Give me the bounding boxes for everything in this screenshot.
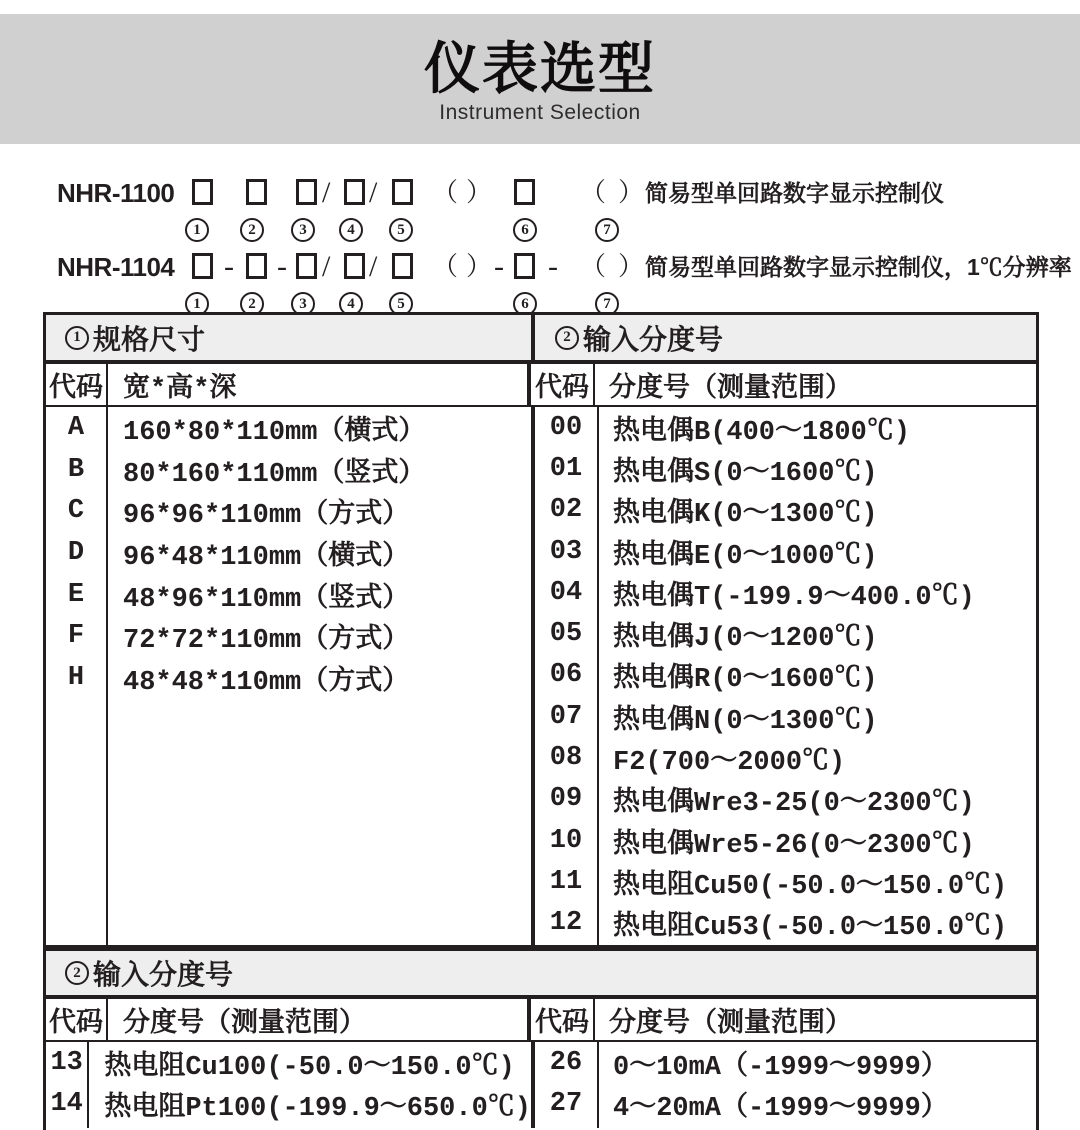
selection-table-top: [43, 312, 1039, 948]
model-name: NHR-1100: [57, 178, 175, 208]
row-code: 07: [549, 701, 583, 732]
dash-separator: -: [548, 250, 558, 283]
row-code: 11: [549, 866, 583, 897]
row-code: B: [67, 454, 85, 485]
row-desc: 热电偶Wre3-25(0～2300℃): [613, 789, 975, 820]
slash-separator: /: [322, 250, 331, 283]
paren-close: ）: [466, 178, 493, 207]
row-desc: 热电阻Cu53(-50.0～150.0℃): [613, 913, 1008, 944]
row-desc: F2(700～2000℃): [613, 748, 846, 779]
row-code: 14: [50, 1088, 83, 1119]
circled-number-icon: 1: [65, 326, 89, 350]
paren-close: ）: [466, 252, 493, 281]
row-code: A: [67, 412, 85, 443]
row-code: C: [67, 496, 85, 527]
section-header-input: [535, 315, 1036, 360]
dash-separator: -: [494, 250, 504, 283]
model-name: NHR-1104: [57, 252, 175, 282]
circled-number-2: 2: [240, 218, 264, 242]
row-desc: 热电阻Pt100(-199.9～650.0℃): [104, 1093, 531, 1124]
section-header-label: 规格尺寸: [93, 323, 206, 355]
section-header-label: 输入分度号: [583, 323, 724, 355]
row-code: 03: [549, 536, 583, 567]
row-code: F: [67, 621, 85, 652]
row-code: 04: [549, 577, 583, 608]
circled-number-6: 6: [513, 218, 537, 242]
code-box-1: [192, 253, 213, 279]
page-subtitle: Instrument Selection: [439, 101, 641, 124]
code-box-6: [514, 179, 535, 205]
input-column-group: [535, 407, 1036, 946]
code-box-3: [296, 179, 317, 205]
row-desc: 热电偶T(-199.9～400.0℃): [613, 582, 975, 613]
section-header-label: 输入分度号: [93, 959, 234, 990]
circled-number-4: 4: [339, 292, 363, 316]
row-code: 01: [549, 453, 583, 484]
row-code: 05: [549, 619, 583, 650]
code-column: [46, 407, 108, 946]
description-column: [599, 1042, 1036, 1128]
paren-close: ）: [618, 252, 645, 281]
row-desc: 48*96*110mm（竖式）: [123, 584, 410, 615]
row-code: 09: [549, 784, 583, 815]
column-header-range: 分度号（测量范围）: [108, 999, 531, 1040]
row-desc: 0～10mA（-1999～9999）: [613, 1052, 948, 1083]
page-title: 仪表选型: [424, 37, 656, 100]
table-body: [46, 407, 1036, 946]
row-desc: 热电偶K(0～1300℃): [613, 500, 878, 531]
description-column: [108, 407, 531, 946]
description-column: [89, 1042, 531, 1128]
slash-separator: /: [369, 250, 378, 283]
row-code: 08: [549, 743, 583, 774]
column-header-row: [46, 364, 1036, 407]
column-header-range: 分度号（测量范围）: [609, 1009, 852, 1040]
code-box-5: [392, 253, 413, 279]
row-code: 12: [549, 908, 583, 939]
slash-separator: /: [322, 176, 331, 209]
circled-number-3: 3: [291, 292, 315, 316]
row-desc: 热电偶S(0～1600℃): [613, 458, 878, 489]
section-header-row: [46, 315, 1036, 364]
code-box-4: [344, 179, 365, 205]
input-column-group-right: [535, 1042, 1036, 1128]
row-code: 13: [50, 1047, 83, 1078]
column-header-range: 分度号（测量范围）: [609, 374, 852, 405]
dash-separator: -: [277, 250, 287, 283]
paren-open: （: [432, 252, 459, 281]
circled-number-3: 3: [291, 218, 315, 242]
circled-number-icon: 2: [65, 961, 89, 985]
circled-number-1: 1: [185, 218, 209, 242]
row-code: 10: [549, 825, 583, 856]
section-header-size: [46, 315, 535, 360]
row-code: 02: [549, 495, 583, 526]
code-box-2: [246, 179, 267, 205]
code-box-4: [344, 253, 365, 279]
selection-table-bottom: [43, 948, 1039, 1130]
row-desc: 热电偶Wre5-26(0～2300℃): [613, 830, 975, 861]
row-desc: 4～20mA（-1999～9999）: [613, 1093, 948, 1124]
column-header-code: 代码: [46, 364, 108, 405]
row-desc: 热电偶E(0～1000℃): [613, 541, 878, 572]
slash-separator: /: [369, 176, 378, 209]
section-header-input-2: [46, 951, 1036, 999]
row-desc: 热电偶J(0～1200℃): [613, 624, 878, 655]
paren-open: （: [580, 252, 607, 281]
model-line-nhr-1100: [0, 176, 1080, 250]
code-column: [535, 407, 599, 946]
column-header-code: 代码: [531, 364, 595, 405]
row-code: 00: [549, 412, 583, 443]
code-column: [46, 1042, 89, 1128]
row-desc: 80*160*110mm（竖式）: [123, 459, 426, 490]
circled-number-icon: 2: [555, 326, 579, 350]
circled-number-2: 2: [240, 292, 264, 316]
row-desc: 热电偶B(400～1800℃): [613, 417, 911, 448]
paren-open: （: [432, 178, 459, 207]
code-box-6: [514, 253, 535, 279]
column-header-row: [46, 999, 1036, 1042]
code-box-1: [192, 179, 213, 205]
row-code: 26: [549, 1047, 583, 1078]
paren-open: （: [580, 178, 607, 207]
row-code: 27: [549, 1088, 583, 1119]
model-description: 简易型单回路数字显示控制仪: [645, 180, 944, 206]
column-header-size: 宽*高*深: [108, 364, 531, 405]
input-column-group-left: [46, 1042, 535, 1128]
paren-close: ）: [618, 178, 645, 207]
code-box-5: [392, 179, 413, 205]
row-desc: 96*96*110mm（方式）: [123, 501, 410, 532]
row-desc: 热电阻Cu50(-50.0～150.0℃): [613, 871, 1008, 902]
size-column-group: [46, 407, 535, 946]
code-box-3: [296, 253, 317, 279]
code-column: [535, 1042, 599, 1128]
row-code: D: [67, 537, 85, 568]
row-code: 06: [549, 660, 583, 691]
table-body: [46, 1042, 1036, 1128]
row-code: E: [67, 579, 85, 610]
column-header-code: 代码: [531, 999, 595, 1040]
row-desc: 96*48*110mm（横式）: [123, 542, 410, 573]
circled-number-4: 4: [339, 218, 363, 242]
circled-number-1: 1: [185, 292, 209, 316]
row-desc: 热电偶N(0～1300℃): [613, 706, 878, 737]
circled-number-7: 7: [595, 218, 619, 242]
row-desc: 72*72*110mm（方式）: [123, 626, 410, 657]
description-column: [599, 407, 1036, 946]
column-header-code: 代码: [46, 999, 108, 1040]
row-desc: 热电偶R(0～1600℃): [613, 665, 878, 696]
row-desc: 48*48*110mm（方式）: [123, 667, 410, 698]
row-code: H: [67, 662, 85, 693]
circled-number-6: 6: [513, 292, 537, 316]
code-box-2: [246, 253, 267, 279]
row-desc: 热电阻Cu100(-50.0～150.0℃): [104, 1052, 515, 1083]
circled-number-7: 7: [595, 292, 619, 316]
page-banner: [0, 14, 1080, 144]
model-description: 简易型单回路数字显示控制仪，1℃分辨率: [645, 254, 1072, 280]
circled-number-5: 5: [389, 218, 413, 242]
row-desc: 160*80*110mm（横式）: [123, 417, 426, 448]
dash-separator: -: [224, 250, 234, 283]
circled-number-5: 5: [389, 292, 413, 316]
